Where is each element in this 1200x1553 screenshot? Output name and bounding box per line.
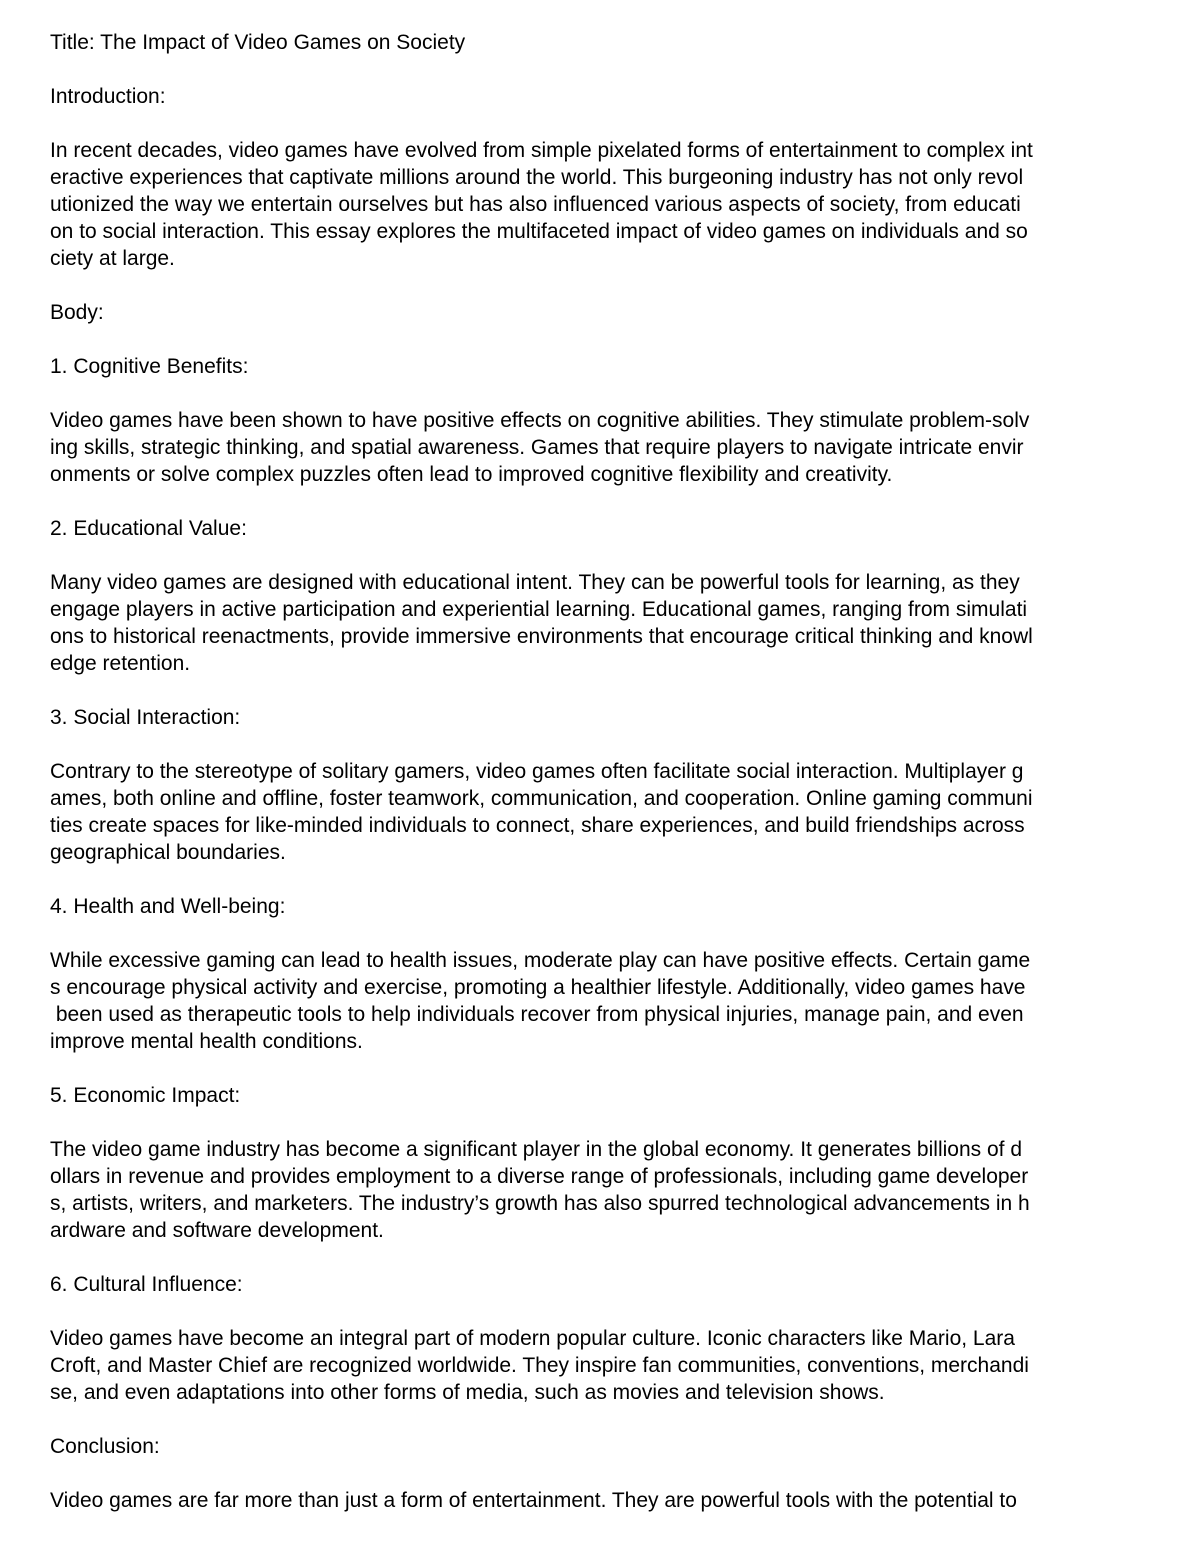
section-heading: 5. Economic Impact: (50, 1084, 241, 1107)
paragraph-line: Video games have been shown to have positive effects on cognitive abilities. They stimulate problem-solv (50, 409, 1030, 432)
spacer (50, 1298, 1160, 1325)
section-paragraph (50, 569, 1160, 677)
paragraph-line: eractive experiences that captivate millions around the world. This burgeoning industry has not only revol (50, 166, 1024, 189)
spacer (50, 1109, 1160, 1136)
spacer (50, 56, 1160, 83)
section-paragraph (50, 1325, 1160, 1406)
section-heading: 1. Cognitive Benefits: (50, 355, 249, 378)
paragraph-line: ons to historical reenactments, provide immersive environments that encourage critical thinking and knowl (50, 625, 1033, 648)
spacer (50, 1406, 1160, 1433)
paragraph-line: In recent decades, video games have evolved from simple pixelated forms of entertainment to complex int (50, 139, 1033, 162)
paragraph-line: s, artists, writers, and marketers. The industry’s growth has also spurred technological advancements in h (50, 1192, 1030, 1215)
paragraph-line: Video games have become an integral part of modern popular culture. Iconic characters like Mario, Lara (50, 1327, 1015, 1350)
paragraph-line: se, and even adaptations into other forms of media, such as movies and television shows. (50, 1381, 885, 1404)
introduction-heading: Introduction: (50, 85, 166, 108)
conclusion-heading: Conclusion: (50, 1435, 160, 1458)
paragraph-line: The video game industry has become a significant player in the global economy. It generates billions of d (50, 1138, 1022, 1161)
spacer (50, 488, 1160, 515)
paragraph-line: Croft, and Master Chief are recognized worldwide. They inspire fan communities, conventions, merchandi (50, 1354, 1029, 1377)
spacer (50, 1244, 1160, 1271)
spacer (50, 272, 1160, 299)
section-paragraph (50, 758, 1160, 866)
spacer (50, 677, 1160, 704)
paragraph-line: ardware and software development. (50, 1219, 384, 1242)
paragraph-line: While excessive gaming can lead to health issues, moderate play can have positive effects. Certain game (50, 949, 1031, 972)
section-heading: 4. Health and Well-being: (50, 895, 286, 918)
paragraph-line: utionized the way we entertain ourselves but has also influenced various aspects of society, from educati (50, 193, 1021, 216)
section-paragraph (50, 407, 1160, 488)
spacer (50, 110, 1160, 137)
paragraph-line: ames, both online and offline, foster teamwork, communication, and cooperation. Online gaming communi (50, 787, 1033, 810)
spacer (50, 380, 1160, 407)
spacer (50, 920, 1160, 947)
spacer (50, 542, 1160, 569)
paragraph-line: Video games are far more than just a form of entertainment. They are powerful tools with the potential to (50, 1489, 1017, 1512)
paragraph-line: ing skills, strategic thinking, and spatial awareness. Games that require players to navigate intricate envir (50, 436, 1024, 459)
spacer (50, 731, 1160, 758)
paragraph-line: ties create spaces for like-minded individuals to connect, share experiences, and build friendships across (50, 814, 1025, 837)
paragraph-line: ollars in revenue and provides employment to a diverse range of professionals, including game developer (50, 1165, 1029, 1188)
paragraph-line: s encourage physical activity and exercise, promoting a healthier lifestyle. Additionally, video games have (50, 976, 1026, 999)
spacer (50, 1055, 1160, 1082)
section-paragraph (50, 947, 1160, 1055)
paragraph-line: engage players in active participation and experiential learning. Educational games, ranging from simulati (50, 598, 1028, 621)
paragraph-line: geographical boundaries. (50, 841, 286, 864)
paragraph-line: Contrary to the stereotype of solitary gamers, video games often facilitate social interaction. Multiplayer g (50, 760, 1024, 783)
paragraph-line: edge retention. (50, 652, 191, 675)
section-heading: 3. Social Interaction: (50, 706, 241, 729)
paragraph-line: Many video games are designed with educational intent. They can be powerful tools for learning, as they (50, 571, 1020, 594)
paragraph-line: improve mental health conditions. (50, 1030, 363, 1053)
section-heading: 6. Cultural Influence: (50, 1273, 243, 1296)
document-title: Title: The Impact of Video Games on Society (50, 31, 466, 54)
paragraph-line: ciety at large. (50, 247, 175, 270)
introduction-paragraph (50, 137, 1160, 272)
document-content (50, 29, 1160, 1514)
conclusion-paragraph (50, 1487, 1160, 1514)
section-paragraph (50, 1136, 1160, 1244)
section-heading: 2. Educational Value: (50, 517, 247, 540)
spacer (50, 866, 1160, 893)
paragraph-line: on to social interaction. This essay explores the multifaceted impact of video games on individuals and so (50, 220, 1028, 243)
body-heading: Body: (50, 301, 104, 324)
paragraph-line: onments or solve complex puzzles often lead to improved cognitive flexibility and creativity. (50, 463, 893, 486)
paragraph-line: been used as therapeutic tools to help individuals recover from physical injuries, manage pain, and even (50, 1003, 1024, 1026)
spacer (50, 326, 1160, 353)
spacer (50, 1460, 1160, 1487)
